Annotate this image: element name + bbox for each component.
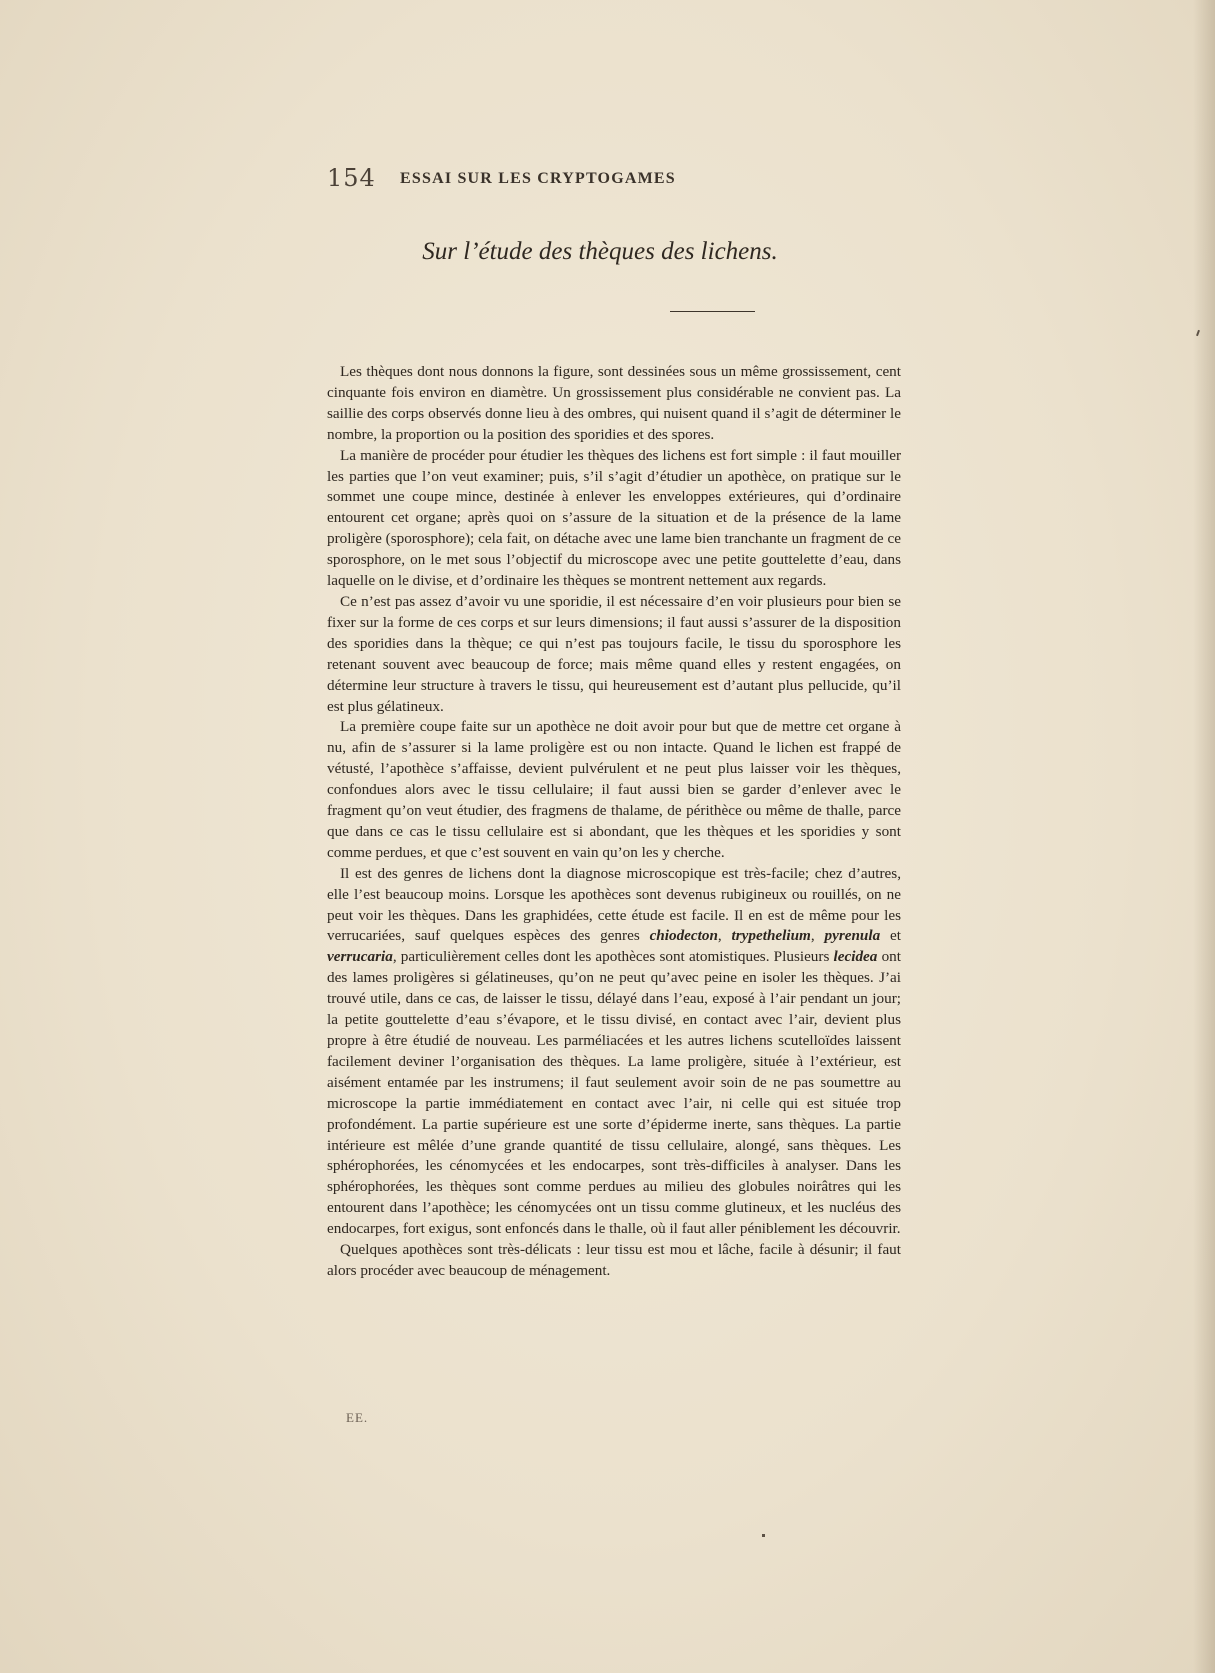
page-number: 154 bbox=[327, 164, 376, 192]
text-run: Quelques apothèces sont très-délicats : leur tissu est mou et lâche, facile à désunir; il faut alors procéder avec beaucoup de ménagement. bbox=[327, 1241, 901, 1279]
genus-name: pyrenula bbox=[824, 927, 881, 945]
text-run: La manière de procéder pour étudier les thèques des lichens est fort simple : il faut mouiller les parties que l’on veut examiner; puis, s’il s’agit d’étudier un apothèce, on pratique sur le sommet une coupe mince, destinée à enlever les enveloppes extérieures, qui d’ordinaire entourent cet organe; après quoi on s’assure de la situation et de la présence de la lame proligère (sporosphore); cela fait, on détache avec une lame bien tranchante un fragment de ce sporosphore, on le met sous l’objectif du microscope avec une petite gouttelette d’eau, dans laquelle on le divise, et d’ordinaire les thèques se montrent nettement aux regards. bbox=[327, 446, 901, 590]
text-run: , particulièrement celles dont les apothèces sont atomistiques. Plusieurs bbox=[392, 948, 834, 966]
paragraph bbox=[327, 717, 901, 863]
text-run: Les thèques dont nous donnons la figure, sont dessinées sous un même grossissement, cent cinquante fois environ en diamètre. Un grossissement plus considérable ne convient pas. La saillie des corps observés donne lieu à des ombres, qui nuisent quand il s’agit de déterminer le nombre, la proportion ou la position des sporidies et des spores. bbox=[327, 363, 901, 443]
text-run: Il est des genres de lichens dont la diagnose microscopique est très-facile; chez d’autres, elle l’est beaucoup moins. Lorsque les apothèces sont devenus rubigineux ou rouillés, on ne peut voir les thèques. Dans les graphidées, cette étude est facile. Il en est de même pour les verrucariées, sauf quelques espèces des genres bbox=[327, 864, 901, 945]
text-run: La première coupe faite sur un apothèce ne doit avoir pour but que de mettre cet organe à nu, afin de s’assurer si la lame proligère est ou non intacte. Quand le lichen est frappé de vétusté, l’apothèce s’affaisse, devient pulvérulent et ne peut plus laisser voir les thèques, confondues alors avec le tissu cellulaire; il faut aussi bien se garder d’enlever avec le fragment qu’on veut étudier, des fragmens de thalame, de périthèce ou même de thalle, parce que dans ce cas le tissu cellulaire est si abondant, que les thèques et les sporidies y sont comme perdues, et que c’est souvent en vain qu’on les y cherche. bbox=[327, 718, 901, 861]
stray-mark bbox=[762, 1534, 765, 1537]
paragraph bbox=[327, 446, 901, 592]
genus-name: verrucaria bbox=[327, 948, 393, 966]
paragraph bbox=[327, 592, 901, 717]
text-run: , bbox=[717, 927, 732, 945]
text-run: ont des lames proligères si gélatineuses, qu’on ne peut qu’avec peine en isoler les thèques. J’ai trouvé utile, dans ce cas, de laisser le tissu, délayé dans l’eau, exposé à l’air pendant un jour; la petite gouttelette d’eau s’évapore, et le tissu divisé, en contact avec l’air, devient plus propre à être étudié de nouveau. Les parméliacées et les autres lichens scutelloïdes laissent facilement deviner l’organisation des thèques. La lame proligère, située à l’extérieur, est aisément entamée par les instrumens; il faut seulement avoir soin de ne pas soumettre au microscope la partie immédiatement en contact avec l’air, ni celle qui est située trop profondément. La partie supérieure est une sorte d’épiderme inerte, sans thèques. La partie intérieure est mêlée d’une grande quantité de tissu cellulaire, alongé, sans thèques. Les sphérophorées, les cénomycées et les endocarpes, sont très-difficiles à analyser. Dans les sphérophorées, les thèques sont comme perdues au milieu des globules noirâtres qui les entourent dans l’apothèce; les cénomycées ont un tissu comme glutineux, et les nucléus des endocarpes, fort exigus, sont enfoncés dans le thalle, où il faut aller péniblement les découvrir. bbox=[327, 948, 901, 1238]
body-text bbox=[327, 362, 901, 1282]
signature: EE. bbox=[346, 1410, 369, 1425]
text-run: , bbox=[810, 927, 825, 945]
genus-name: chiodecton bbox=[649, 927, 718, 945]
text-run: Ce n’est pas assez d’avoir vu une sporidie, il est nécessaire d’en voir plusieurs pour bien se fixer sur la forme de ces corps et sur leurs dimensions; il faut aussi s’assurer de la disposition des sporidies dans la thèque; ce qui n’est pas toujours facile, le tissu du sporosphore les retenant souvent avec beaucoup de force; mais même quand elles y restent engagées, on détermine leur structure à travers le tissu, qui heureusement est d’autant plus pellucide, qu’il est plus gélatineux. bbox=[327, 592, 901, 715]
paragraph bbox=[327, 362, 901, 446]
paragraph bbox=[327, 864, 901, 1240]
genus-name: trypethelium bbox=[731, 927, 811, 945]
title-rule bbox=[670, 311, 755, 312]
running-head: ESSAI SUR LES CRYPTOGAMES bbox=[400, 170, 676, 187]
genus-name: lecidea bbox=[833, 948, 878, 966]
paragraph bbox=[327, 1240, 901, 1282]
binding-edge-shadow bbox=[1193, 0, 1215, 1673]
section-title: Sur l’étude des thèques des lichens. bbox=[422, 238, 778, 265]
text-run: et bbox=[880, 927, 902, 945]
